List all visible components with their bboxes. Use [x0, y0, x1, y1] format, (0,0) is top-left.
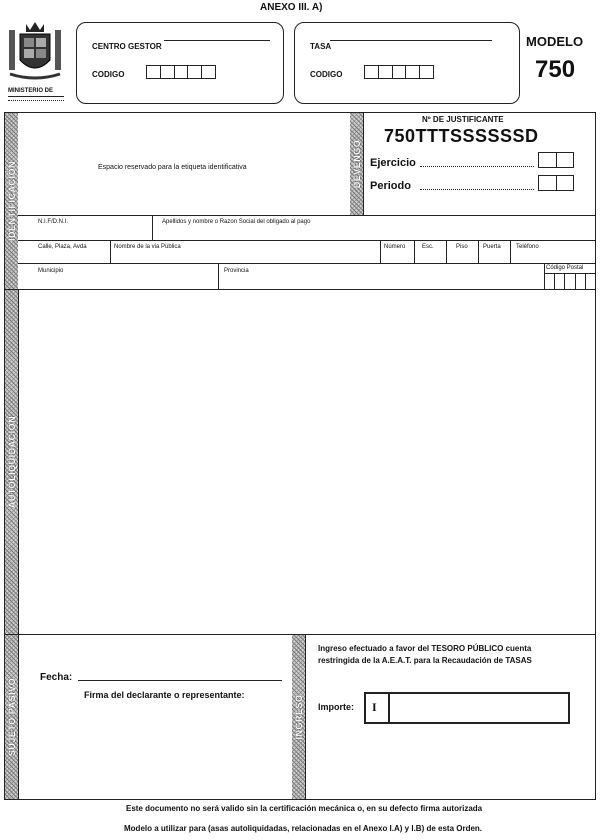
etiqueta-text: Espacio reservado para la etiqueta identificativa	[98, 164, 247, 171]
autoliquidacion-side-label: AUTOLIQUIDACIÓN	[6, 415, 17, 509]
footer-line-2: Modelo a utilizar para (asas autoliquidadas, relacionadas en el Anexo I.A) y I.B) de esta Orden.	[124, 824, 483, 833]
importe-prefix: I	[372, 700, 377, 714]
tasa-code-boxes[interactable]	[364, 65, 434, 79]
nif-label: N.I.F/D.N.I.	[38, 219, 68, 225]
importe-label: Importe:	[318, 702, 354, 712]
sujeto-pasivo-side-strip	[5, 635, 18, 799]
fecha-label: Fecha:	[40, 672, 73, 683]
piso-divider	[446, 240, 447, 263]
sujeto-divider	[18, 635, 19, 799]
esc-label: Esc.	[422, 244, 434, 250]
ingreso-text-line1: Ingreso efectuado a favor del TESORO PÚBLICO cuenta	[318, 644, 532, 653]
grid-line-1	[18, 215, 596, 216]
devengo-side-label: DEVENGO	[351, 139, 362, 189]
annex-title: ANEXO III. A)	[260, 2, 323, 13]
cp-label: Código Postal	[546, 265, 584, 271]
identificacion-side-label: IDENTIFICACIÓN	[6, 161, 17, 241]
periodo-boxes[interactable]	[538, 175, 574, 191]
tasa-box	[294, 22, 520, 104]
justificante-label: Nº DE JUSTIFICANTE	[422, 115, 504, 124]
telefono-divider	[510, 240, 511, 263]
firma-label: Firma del declarante o representante:	[84, 690, 245, 700]
periodo-label: Periodo	[370, 180, 411, 192]
periodo-dots	[420, 189, 534, 190]
puerta-label: Puerta	[483, 244, 501, 250]
calle-divider	[110, 240, 111, 263]
importe-inner-divider	[388, 694, 390, 722]
ministry-line	[8, 96, 64, 97]
justificante-code: 750TTTSSSSSSD	[384, 126, 539, 146]
apellidos-label: Apellidos y nombre o Razon Social del obligado al pago	[162, 219, 311, 225]
ejercicio-dots	[420, 166, 534, 167]
municipio-label: Municipio	[38, 268, 64, 274]
importe-box[interactable]	[364, 692, 570, 724]
coat-of-arms-logo	[6, 16, 64, 84]
tasa-label: TASA	[310, 42, 332, 51]
modelo-label: MODELO	[526, 34, 584, 49]
codigo-label-2: CODIGO	[310, 70, 343, 79]
provincia-label: Provincia	[224, 268, 249, 274]
numero-divider	[380, 240, 381, 263]
tasa-field[interactable]	[330, 40, 492, 41]
grid-line-3	[18, 263, 596, 264]
centro-gestor-code-boxes[interactable]	[146, 65, 216, 79]
ejercicio-boxes[interactable]	[538, 152, 574, 168]
devengo-divider	[363, 113, 364, 215]
centro-gestor-field[interactable]	[164, 40, 270, 41]
autoliquidacion-area[interactable]	[19, 290, 595, 634]
centro-gestor-box	[76, 22, 284, 104]
numero-label: Número	[384, 244, 406, 250]
fecha-field[interactable]	[78, 680, 282, 681]
ejercicio-label: Ejercicio	[370, 157, 416, 169]
codigo-label: CODIGO	[92, 70, 125, 79]
autoliquidacion-side-strip	[5, 290, 18, 634]
devengo-side-strip	[350, 113, 363, 215]
cp-boxes[interactable]	[544, 273, 596, 289]
ingreso-side-strip	[292, 635, 305, 799]
telefono-label: Teléfono	[516, 244, 539, 250]
identificacion-side-strip	[5, 113, 18, 289]
piso-label: Piso	[456, 244, 468, 250]
esc-divider	[414, 240, 415, 263]
nif-divider	[152, 215, 153, 240]
via-label: Nombre de la via Pública	[114, 244, 181, 250]
ministry-line-2	[8, 100, 64, 101]
ingreso-side-label: INGRESO	[293, 694, 304, 740]
centro-gestor-label: CENTRO GESTOR	[92, 42, 162, 51]
calle-label: Calle, Plaza, Avda	[38, 244, 87, 250]
modelo-number: 750	[535, 56, 576, 83]
ingreso-divider	[305, 635, 306, 799]
sujeto-pasivo-side-label: SUJETO PASIVO	[6, 677, 17, 757]
puerta-divider	[478, 240, 479, 263]
provincia-divider	[218, 263, 219, 289]
ingreso-text-line2: restringida de la A.E.A.T. para la Recaudación de TASAS	[318, 656, 532, 665]
footer-line-1: Este documento no será valido sin la certificación mecánica o, en su defecto firma autorizada	[126, 804, 483, 813]
ministry-label: MINISTERIO DE	[8, 88, 54, 94]
